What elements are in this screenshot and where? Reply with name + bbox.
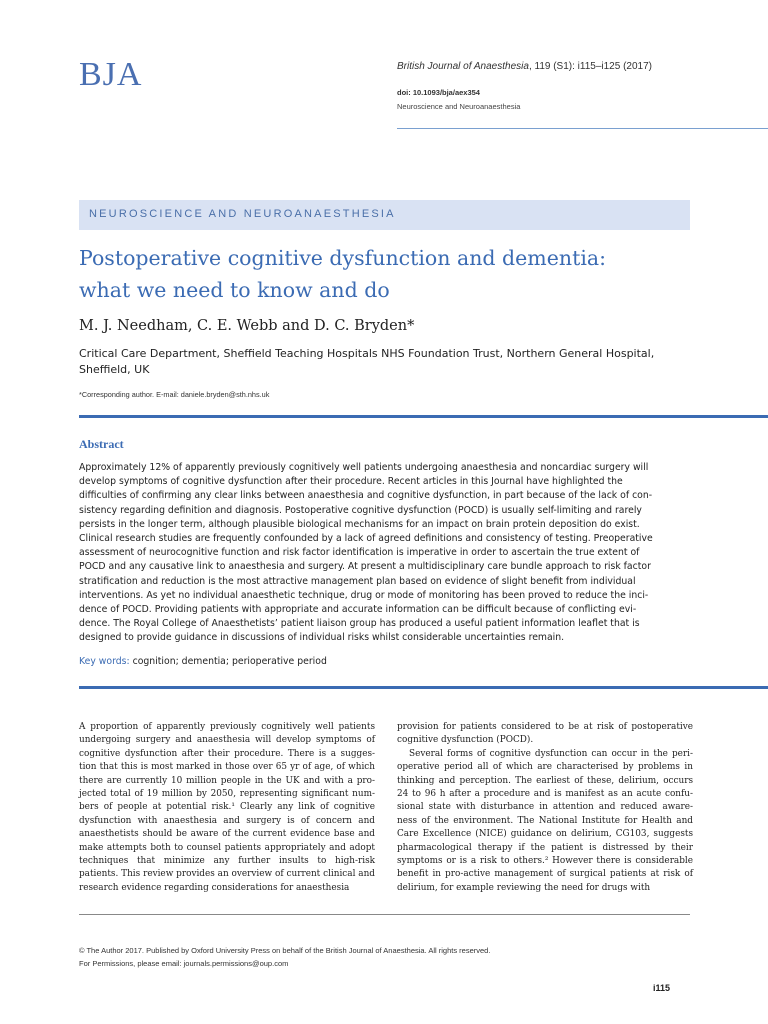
abstract-line: assessment of neurocognitive function and risk factor identification is imperative in order to ascertain the true extent of xyxy=(79,547,640,559)
abstract-line: stratification and reduction is the most attractive management plan based on evidence of slight benefit from individual xyxy=(79,575,636,587)
abstract-bottom-rule xyxy=(79,686,768,689)
body-paragraph: provision for patients considered to be at risk of postoperative cognitive dysfunction (POCD). xyxy=(397,722,693,746)
footer-note xyxy=(79,944,490,970)
abstract-body xyxy=(79,461,691,646)
abstract-line: persists in the longer term, although plausible biological mechanisms for an impact on brain protein deposition do exist. xyxy=(79,518,640,530)
body-left-column xyxy=(79,721,375,895)
footer-divider xyxy=(79,914,690,915)
page-number: i115 xyxy=(653,983,671,993)
body-paragraph: A proportion of apparently previously cognitively well patients undergoing surgery and anaesthesia will develop symptoms of cognitive dysfunction after their procedure. There is a sugges-tion that this is most marked in those over 65 yr of age, of which there are currently 10 million people in the UK and with a pro-jected total of 19 million by 2050, representing significant num-bers of people at potential risk.¹ Clearly any link of cognitive dysfunction with anaesthesia and surgery is of concern and anaesthetists should be aware of the current evidence base and make attempts both to counsel patients appropriately and adopt techniques that minimize any further insults to high-risk patients. This review provides an overview of current clinical and research evidence regarding considerations for anaesthesia xyxy=(79,722,375,893)
journal-volume-pages: , 119 (S1): i115–i125 (2017) xyxy=(528,61,652,72)
keywords xyxy=(79,656,327,667)
section-band-label: NEUROSCIENCE AND NEUROANAESTHESIA xyxy=(89,208,396,220)
header-section-label: Neuroscience and Neuroanaesthesia xyxy=(397,102,521,111)
body-right-column xyxy=(397,721,693,895)
abstract-line: difficulties of confirming any clear links between anaesthesia and cognitive dysfunction, in part because of the lack of con- xyxy=(79,490,653,502)
corresponding-author-note: *Corresponding author. E-mail: daniele.bryden@sth.nhs.uk xyxy=(79,390,270,399)
affiliation-line-1: Critical Care Department, Sheffield Teaching Hospitals NHS Foundation Trust, Northern General Hospital, xyxy=(79,347,655,360)
journal-logo: BJA xyxy=(79,56,143,93)
abstract-line: sistency regarding definition and diagnosis. Postoperative cognitive dysfunction (POCD) is usually self-limiting and rarely xyxy=(79,504,642,516)
keywords-label: Key words: xyxy=(79,656,130,667)
article-title xyxy=(79,242,699,306)
header-divider xyxy=(397,128,768,129)
abstract-line: interventions. As yet no individual anaesthetic technique, drug or mode of monitoring has been proved to reduce the inci- xyxy=(79,589,649,601)
journal-name: British Journal of Anaesthesia xyxy=(397,61,529,72)
title-line-1: Postoperative cognitive dysfunction and dementia: xyxy=(79,246,607,270)
abstract-line: dence. The Royal College of Anaesthetists’ patient liaison group has produced a useful patient information leaflet that is xyxy=(79,618,640,630)
abstract-line: Approximately 12% of apparently previously cognitively well patients undergoing anaesthesia and noncardiac surgery will xyxy=(79,462,649,473)
abstract-line: POCD and any causative link to anaesthesia and surgery. At present a multidisciplinary care bundle approach to risk factor xyxy=(79,561,651,573)
abstract-line: designed to provide guidance in discussions of individual risks whilst considerable uncertainties remain. xyxy=(79,632,565,644)
section-band xyxy=(79,200,690,230)
authors: M. J. Needham, C. E. Webb and D. C. Bryden* xyxy=(79,318,415,334)
permissions-notice: For Permissions, please email: journals.permissions@oup.com xyxy=(79,959,289,968)
affiliation-line-2: Sheffield, UK xyxy=(79,363,150,376)
title-line-2: what we need to know and do xyxy=(79,278,390,302)
abstract-heading: Abstract xyxy=(79,437,124,451)
journal-citation xyxy=(397,61,652,72)
copyright-notice: © The Author 2017. Published by Oxford University Press on behalf of the British Journal of Anaesthesia. All rights reserved. xyxy=(79,946,491,955)
body-paragraph: Several forms of cognitive dysfunction can occur in the peri-operative period all of which are characterised by problems in thinking and perception. The earliest of these, delirium, occurs 24 to 96 h after a procedure and is manifest as an acute confu-sional state with disturbance in attention and reduced aware-ness of the environment. The National Institute for Health and Care Excellence (NICE) guidance on delirium, CG103, suggests pharmacological therapy if the patient is distressed by their symptoms or is a risk to others.² However there is considerable benefit in pro-active management of surgical patients at risk of delirium, for example reviewing the need for drugs with xyxy=(397,748,693,893)
doi-link[interactable]: doi: 10.1093/bja/aex354 xyxy=(397,88,480,97)
abstract-line: dence of POCD. Providing patients with appropriate and accurate information can be difficult because of conflicting evi- xyxy=(79,604,637,616)
abstract-top-rule xyxy=(79,415,768,418)
keywords-list: cognition; dementia; perioperative period xyxy=(129,656,327,667)
abstract-line: Clinical research studies are frequently confounded by a lack of agreed definitions and consistency of testing. Preoperative xyxy=(79,533,653,545)
affiliation xyxy=(79,346,689,378)
abstract-line: develop symptoms of cognitive dysfunction after their procedure. Recent articles in this Journal have highlighted the xyxy=(79,476,623,488)
